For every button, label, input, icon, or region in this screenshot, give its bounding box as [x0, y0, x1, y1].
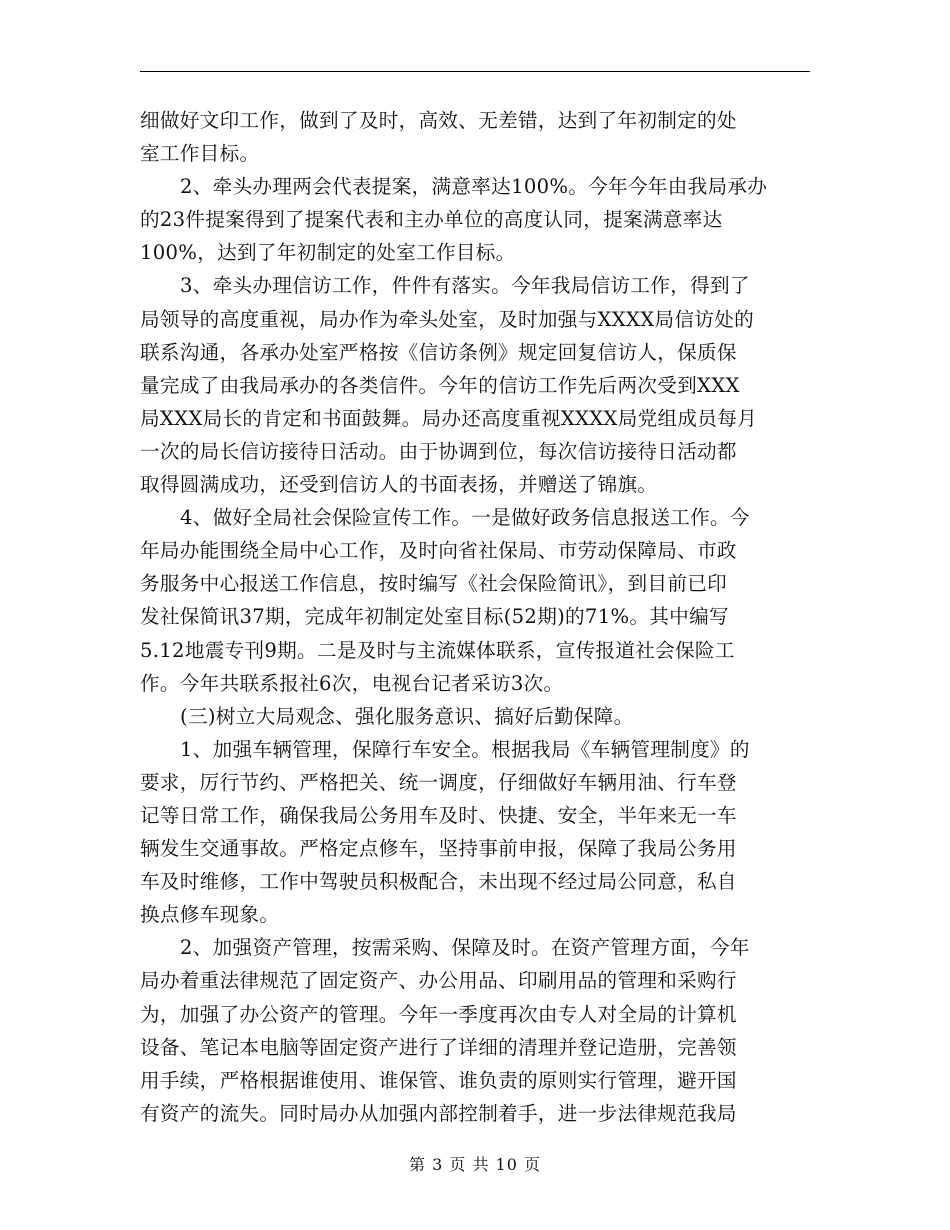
text-line: 100%，达到了年初制定的处室工作目标。	[140, 241, 516, 265]
text-line: 1、加强车辆管理，保障行车安全。根据我局《车辆管理制度》的	[180, 737, 750, 761]
text-line: 要求，厉行节约、严格把关、统一调度，仔细做好车辆用油、行车登	[140, 770, 737, 794]
text-line: 联系沟通，各承办处室严格按《信访条例》规定回复信访人，保质保	[140, 340, 737, 364]
text-line: 为，加强了办公资产的管理。今年一季度再次由专人对全局的计算机	[140, 1002, 737, 1026]
text-line: 局领导的高度重视，局办作为牵头处室，及时加强与XXXX局信访处的	[140, 307, 755, 331]
header-rule	[140, 71, 810, 72]
document-body	[140, 104, 812, 1130]
text-line: 一次的局长信访接待日活动。由于协调到位，每次信访接待日活动都	[140, 439, 737, 463]
text-line: 辆发生交通事故。严格定点修车，坚持事前申报，保障了我局公务用	[140, 837, 737, 861]
text-line: 局XXX局长的肯定和书面鼓舞。局办还高度重视XXXX局党组成员每月	[140, 406, 757, 430]
text-line: 有资产的流失。同时局办从加强内部控制着手，进一步法律规范我局	[140, 1101, 737, 1125]
text-line: 量完成了由我局承办的各类信件。今年的信访工作先后两次受到XXX	[140, 373, 740, 397]
text-line: 2、牵头办理两会代表提案，满意率达100%。今年今年由我局承办	[180, 175, 768, 199]
text-line: 4、做好全局社会保险宣传工作。一是做好政务信息报送工作。今	[180, 506, 750, 530]
text-line: 发社保简讯37期，完成年初制定处室目标(52期)的71%。其中编写	[140, 605, 729, 629]
text-line: 务服务中心报送工作信息，按时编写《社会保险简讯》，到目前已印	[140, 572, 728, 596]
text-line: 作。今年共联系报社6次，电视台记者采访3次。	[140, 671, 564, 695]
text-line: 5.12地震专刊9期。二是及时与主流媒体联系，宣传报道社会保险工	[140, 638, 735, 662]
text-line: 取得圆满成功，还受到信访人的书面表扬，并赠送了锦旗。	[140, 473, 658, 497]
text-line: 2、加强资产管理，按需采购、保障及时。在资产管理方面，今年	[180, 936, 750, 960]
text-line: 室工作目标。	[140, 142, 260, 166]
text-line: 用手续，严格根据谁使用、谁保管、谁负责的原则实行管理，避开国	[140, 1068, 737, 1092]
text-line: 的23件提案得到了提案代表和主办单位的高度认同，提案满意率达	[140, 208, 723, 232]
text-line: 换点修车现象。	[140, 903, 280, 927]
text-line: 设备、笔记本电脑等固定资产进行了详细的清理并登记造册，完善领	[140, 1035, 737, 1059]
text-line: 车及时维修，工作中驾驶员积极配合，未出现不经过局公同意，私自	[140, 870, 737, 894]
text-line: (三)树立大局观念、强化服务意识、搞好后勤保障。	[180, 704, 634, 728]
text-line: 细做好文印工作，做到了及时，高效、无差错，达到了年初制定的处	[140, 109, 737, 132]
page-footer: 第 3 页 共 10 页	[409, 1155, 541, 1174]
text-line: 局办着重法律规范了固定资产、办公用品、印刷用品的管理和采购行	[140, 969, 737, 993]
text-line: 年局办能围绕全局中心工作，及时向省社保局、市劳动保障局、市政	[140, 539, 737, 563]
text-line: 记等日常工作，确保我局公务用车及时、快捷、安全，半年来无一车	[140, 803, 737, 827]
text-line: 3、牵头办理信访工作，件件有落实。今年我局信访工作，得到了	[180, 274, 750, 298]
